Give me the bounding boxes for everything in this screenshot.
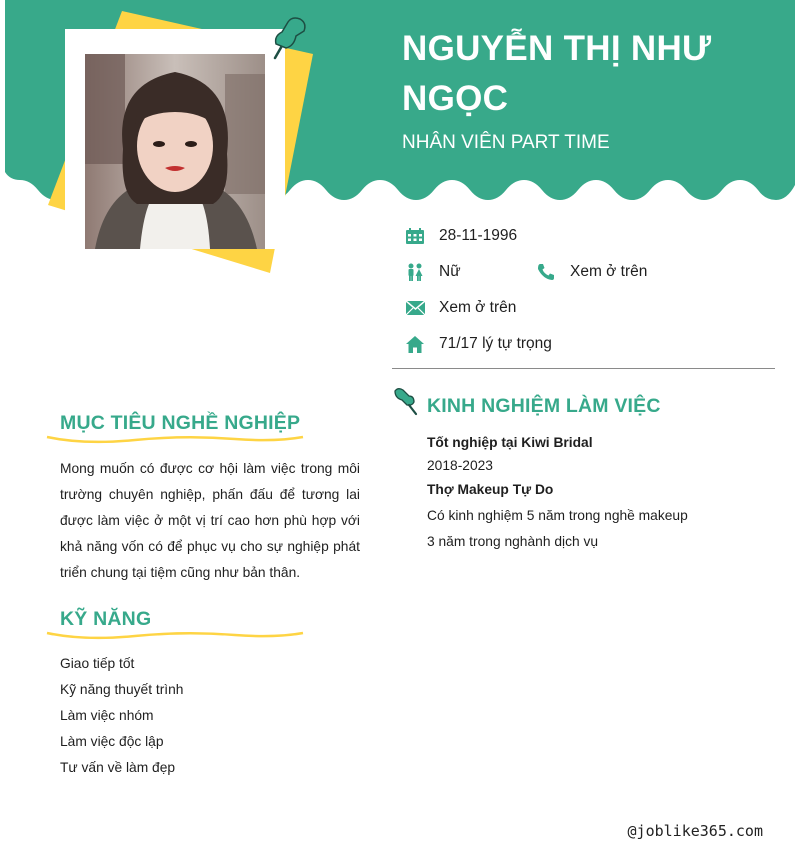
skills-title: KỸ NĂNG [60, 608, 152, 630]
candidate-name: NGUYỄN THỊ NHƯ NGỌC [402, 29, 712, 118]
home-icon [404, 335, 426, 353]
avatar [85, 54, 265, 249]
skill-item: Tư vấn về làm đẹp [60, 760, 176, 775]
email-row [404, 299, 516, 317]
skill-item: Làm việc độc lập [60, 734, 164, 749]
experience-company: Tốt nghiệp tại Kiwi Bridal [427, 435, 593, 450]
birthday-row [404, 227, 517, 245]
address-row [404, 335, 552, 353]
experience-role: Thợ Makeup Tự Do [427, 482, 554, 497]
email-icon [404, 299, 426, 317]
birthday-value: 28-11-1996 [439, 227, 518, 244]
skill-item: Làm việc nhóm [60, 708, 154, 723]
calendar-icon [404, 227, 426, 245]
skill-item: Giao tiếp tốt [60, 656, 135, 671]
phone-value: Xem ở trên [570, 263, 648, 280]
address-value: 71/17 lý tự trọng [439, 335, 552, 352]
watermark: @joblike365.com [627, 822, 763, 840]
experience-title: KINH NGHIỆM LÀM VIỆC [427, 395, 661, 417]
experience-detail: 3 năm trong nghành dịch vụ [427, 534, 599, 549]
objective-text: Mong muốn có được cơ hội làm việc trong môi trường chuyên nghiệp, phấn đấu để tương lai được làm việc ở một vị trí cao hơn phù hợp với khả năng vốn có để phục vụ cho sự nghiệp phát triển chung tại tiệm cũng như bản thân. [60, 461, 360, 580]
gender-value: Nữ [439, 263, 461, 280]
objective-underline [45, 433, 305, 445]
skills-list [60, 651, 184, 781]
experience-detail: Có kinh nghiệm 5 năm trong nghề makeup [427, 508, 688, 523]
objective-title: MỤC TIÊU NGHỀ NGHIỆP [60, 412, 301, 434]
phone-row [535, 263, 647, 281]
email-value: Xem ở trên [439, 299, 517, 316]
experience-entry [427, 431, 777, 555]
gender-row [404, 263, 461, 281]
experience-pin-icon [392, 388, 418, 416]
gender-icon [404, 263, 426, 281]
skill-item: Kỹ năng thuyết trình [60, 682, 184, 697]
job-position: NHÂN VIÊN PART TIME [402, 132, 610, 153]
contact-divider [392, 368, 775, 369]
pushpin-icon [266, 14, 310, 62]
skills-underline [45, 629, 305, 641]
experience-period: 2018-2023 [427, 458, 493, 473]
phone-icon [535, 263, 557, 281]
